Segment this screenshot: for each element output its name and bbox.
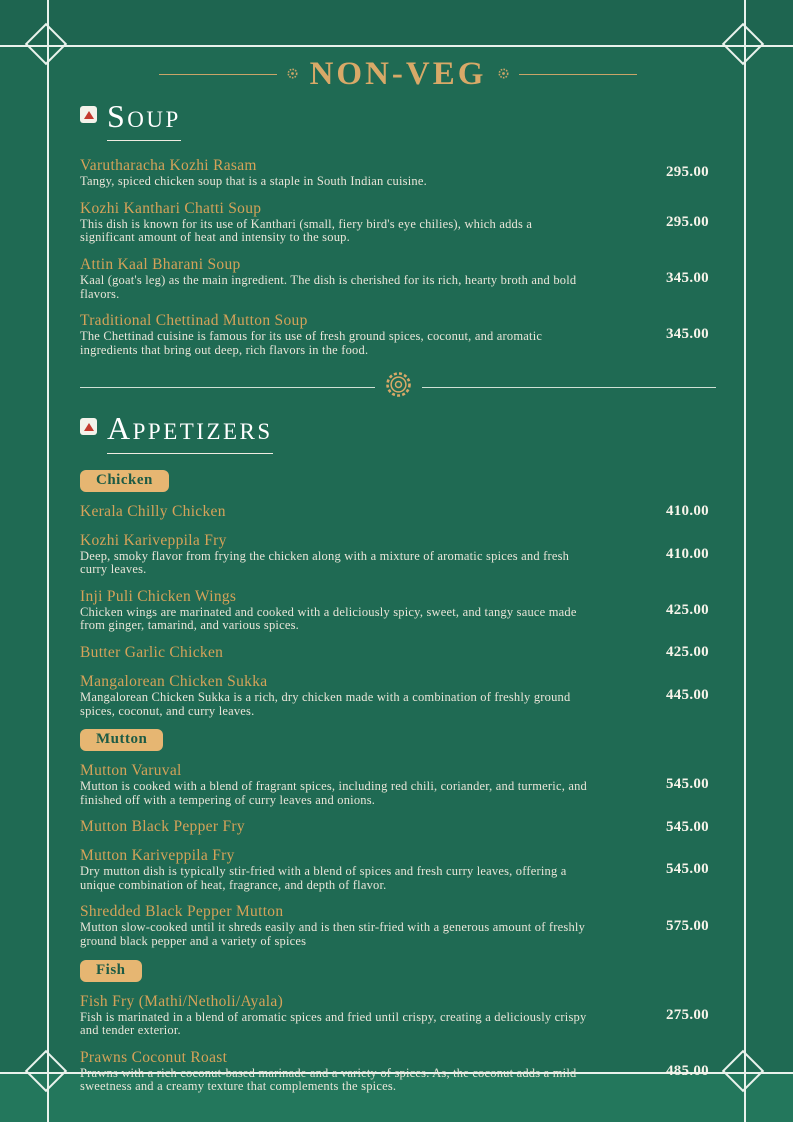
item-price: 345.00: [665, 270, 709, 287]
item-description: Mutton slow-cooked until it shreds easily and is then stir-fried with a generous amount of freshly ground black pepper and a variety of spices: [80, 920, 586, 949]
item-description: Chicken wings are marinated and cooked with a deliciously spicy, sweet, and tangy sauce made from ginger, tamarind, and various spices.: [80, 604, 577, 633]
item-description: Mutton is cooked with a blend of fragrant spices, including red chili, coriander, and turmeric, and finished off with a tempering of curry leaves and onions.: [80, 779, 588, 807]
category-badge-mutton: Mutton: [80, 729, 163, 751]
item-price: 425.00: [665, 601, 709, 618]
item-description: Deep, smoky flavor from frying the chicken along with a mixture of aromatic spices and fresh curry leaves.: [80, 548, 570, 577]
section-title: SOUP: [107, 99, 181, 141]
item-name: Inji Puli Chicken Wings: [80, 587, 237, 605]
item-name: Mutton Varuval: [80, 762, 182, 780]
item-name: Mutton Kariveppila Fry: [80, 847, 235, 865]
item-name: Shredded Black Pepper Mutton: [80, 903, 284, 921]
item-price: 545.00: [665, 861, 709, 878]
item-price: 410.00: [665, 503, 709, 520]
item-price: 545.00: [665, 776, 709, 793]
item-description: Tangy, spiced chicken soup that is a staple in South Indian cuisine.: [80, 174, 427, 189]
item-name: Fish Fry (Mathi/Netholi/Ayala): [80, 992, 284, 1010]
item-price: 575.00: [665, 917, 709, 934]
section-divider: [80, 371, 716, 403]
item-price: 345.00: [665, 326, 709, 343]
item-description: Dry mutton dish is typically stir-fried with a blend of spices and fresh curry leaves, offering a unique combination of heat, fragrance, and depth of flavor.: [80, 864, 567, 892]
item-price: 445.00: [665, 687, 709, 703]
item-description: Kaal (goat's leg) as the main ingredient. The dish is cherished for its rich, hearty broth and bold flavors.: [80, 272, 577, 301]
item-description: Prawns with a rich coconut-based marinade and a variety of spices. As, the coconut adds a mild sweetness and a creamy texture that complements the spices.: [80, 1065, 577, 1094]
item-name: Mangalorean Chicken Sukka: [80, 672, 268, 690]
soup-items: [80, 157, 716, 357]
section-title: APPETIZERS: [107, 411, 273, 453]
mandala-ornament-icon: [385, 371, 412, 403]
menu-item: [80, 588, 716, 633]
item-name: Varutharacha Kozhi Rasam: [80, 157, 257, 175]
item-name: Attin Kaal Bharani Soup: [80, 255, 241, 273]
item-price: 410.00: [665, 545, 709, 562]
menu-item: [80, 762, 716, 807]
flower-dot-icon: [498, 66, 509, 84]
nonveg-marker-icon: [80, 418, 97, 435]
item-price: 275.00: [665, 1006, 709, 1023]
header-rule-right: [519, 74, 637, 75]
menu-item: [80, 847, 716, 892]
menu-item: [80, 532, 716, 577]
item-name: Butter Garlic Chicken: [80, 643, 224, 661]
menu-item: [80, 903, 716, 948]
nonveg-marker-icon: [80, 106, 97, 123]
menu-item: [80, 200, 716, 245]
menu-item: [80, 673, 716, 718]
menu-item: [80, 157, 716, 189]
page-header: [80, 58, 716, 91]
category-badge-chicken: Chicken: [80, 470, 169, 492]
item-description: This dish is known for its use of Kanthari (small, fiery bird's eye chilies), which adds a significant amount of heat and intensity to the soup.: [80, 216, 533, 245]
item-price: 295.00: [665, 164, 709, 181]
appetizer-items: [80, 470, 716, 1095]
item-name: Mutton Black Pepper Fry: [80, 818, 245, 836]
item-name: Traditional Chettinad Mutton Soup: [80, 312, 308, 330]
section-header-appetizers: [80, 411, 716, 453]
menu-item: [80, 312, 716, 357]
item-name: Kozhi Kanthari Chatti Soup: [80, 199, 262, 217]
menu-item: [80, 1049, 716, 1094]
item-price: 485.00: [665, 1062, 709, 1079]
menu-item: [80, 644, 716, 662]
item-description: Mangalorean Chicken Sukka is a rich, dry chicken made with a combination of freshly ground spices, coconut, and curry leaves.: [80, 689, 571, 718]
menu-item: [80, 993, 716, 1038]
header-rule-left: [159, 74, 277, 75]
item-description: The Chettinad cuisine is famous for its use of fresh ground spices, coconut, and aromatic ingredients that bring out deep, rich flavors in the food.: [80, 329, 543, 357]
item-price: 425.00: [665, 644, 709, 661]
item-name: Kozhi Kariveppila Fry: [80, 531, 227, 549]
item-description: Fish is marinated in a blend of aromatic spices and fried until crispy, creating a deliciously crispy and tender exterior.: [80, 1009, 587, 1038]
item-price: 545.00: [665, 818, 709, 835]
section-header-soup: [80, 99, 716, 141]
page-title: NON-VEG: [309, 56, 487, 92]
item-name: Prawns Coconut Roast: [80, 1048, 228, 1066]
category-badge-fish: Fish: [80, 960, 142, 982]
item-name: Kerala Chilly Chicken: [80, 502, 226, 520]
flower-dot-icon: [287, 66, 298, 84]
item-price: 295.00: [665, 213, 709, 230]
menu-item: [80, 818, 716, 836]
menu-item: [80, 503, 716, 521]
menu-item: [80, 256, 716, 301]
